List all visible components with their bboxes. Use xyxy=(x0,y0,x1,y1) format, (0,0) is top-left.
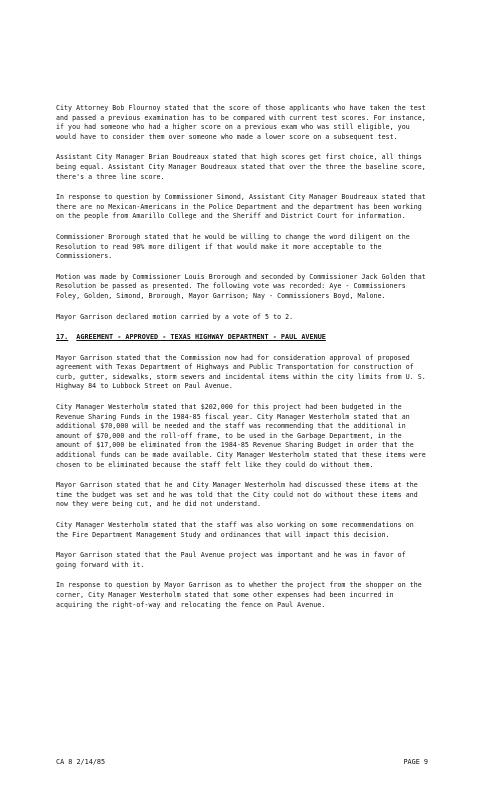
paragraph-motion-vote: Motion was made by Commissioner Louis Brorough and seconded by Commissioner Jack Golden that Resolution be passed as presented. The following vote was recorded: Aye - Commissioners Foley, Golden, Simond, Brorough, Mayor Garrison; Nay - Commissioners Boyd, Malone. xyxy=(56,272,426,300)
paragraph-paul-avenue-support: Mayor Garrison stated that the Paul Avenue project was important and he was in favor of going forward with it. xyxy=(56,551,406,569)
paragraph-budget-funding: City Manager Westerholm stated that $202,000 for this project had been budgeted in the Revenue Sharing Funds in the 1984-85 fiscal year. City Manager Westerholm stated that an additional $70,000 will be needed and the staff was recommending that the additional in amount of $70,000 and the roll-off frame, to be used in the Garbage Department, in the amount of $17,000 be eliminated from the 1984-85 Revenue Sharing Budget in order that the additional funds can be made available. City Manager Westerholm stated that these items were chosen to be eliminated because the staff felt like they could do without them. xyxy=(56,403,426,469)
minutes-body xyxy=(56,104,428,621)
page-footer xyxy=(56,758,428,767)
footer-meeting-code: CA 8 2/14/85 xyxy=(56,758,106,766)
paragraph-motion-carried: Mayor Garrison declared motion carried by a vote of 5 to 2. xyxy=(56,312,294,321)
paragraph-agreement-consideration: Mayor Garrison stated that the Commission now had for consideration approval of proposed agreement with Texas Department of Highways and Public Transportation for construction of curb, gutter, sidewalks, storm sewers and incidental items within the city limits from U. S. Highway 84 to Lubbock Street on Paul Avenue. xyxy=(56,353,426,391)
paragraph-right-of-way: In response to question by Mayor Garrison as to whether the project from the shopper on the corner, City Manager Westerholm stated that some other expenses had been incurred in acquiring the right-of-way and relocating the fence on Paul Avenue. xyxy=(56,581,422,609)
agenda-item-number: 17. xyxy=(56,333,69,342)
agenda-item-heading xyxy=(56,333,428,343)
paragraph-police-department: In response to question by Commissioner Simond, Assistant City Manager Boudreaux stated that there are no Mexican-Americans in the Police Department and the department has been working on the people from Amarillo College and the Sheriff and District Court for information. xyxy=(56,193,426,221)
page-number: PAGE 9 xyxy=(403,758,428,766)
paragraph-resolution-wording: Commissioner Brorough stated that he would be willing to change the word diligent on the Resolution to read 90% more diligent if that would make it more acceptable to the Commissioners. xyxy=(56,232,410,261)
agenda-item-title: AGREEMENT - APPROVED - TEXAS HIGHWAY DEPARTMENT - PAUL AVENUE xyxy=(76,333,326,342)
paragraph-attorney-scores: City Attorney Bob Flournoy stated that the score of those applicants who have taken the test and passed a previous examination has to be compared with current test scores. For instance, if you had someone who had a higher score on a previous exam who was still eligible, you would have to consider them over someone who made a lower score on a subsequent test. xyxy=(56,104,426,141)
paragraph-fire-department-study: City Manager Westerholm stated that the staff was also working on some recommendations on the Fire Department Management Study and ordinances that will impact this decision. xyxy=(56,521,414,539)
paragraph-assistant-manager-scores: Assistant City Manager Brian Boudreaux stated that high scores get first choice, all things being equal. Assistant City Manager Boudreaux stated that over the three the baseline score, there's a three line score. xyxy=(56,153,426,181)
paragraph-mayor-discussion: Mayor Garrison stated that he and City Manager Westerholm had discussed these items at the time the budget was set and he was told that the City could not do without these items and now they were being cut, and he did not understand. xyxy=(56,481,418,509)
